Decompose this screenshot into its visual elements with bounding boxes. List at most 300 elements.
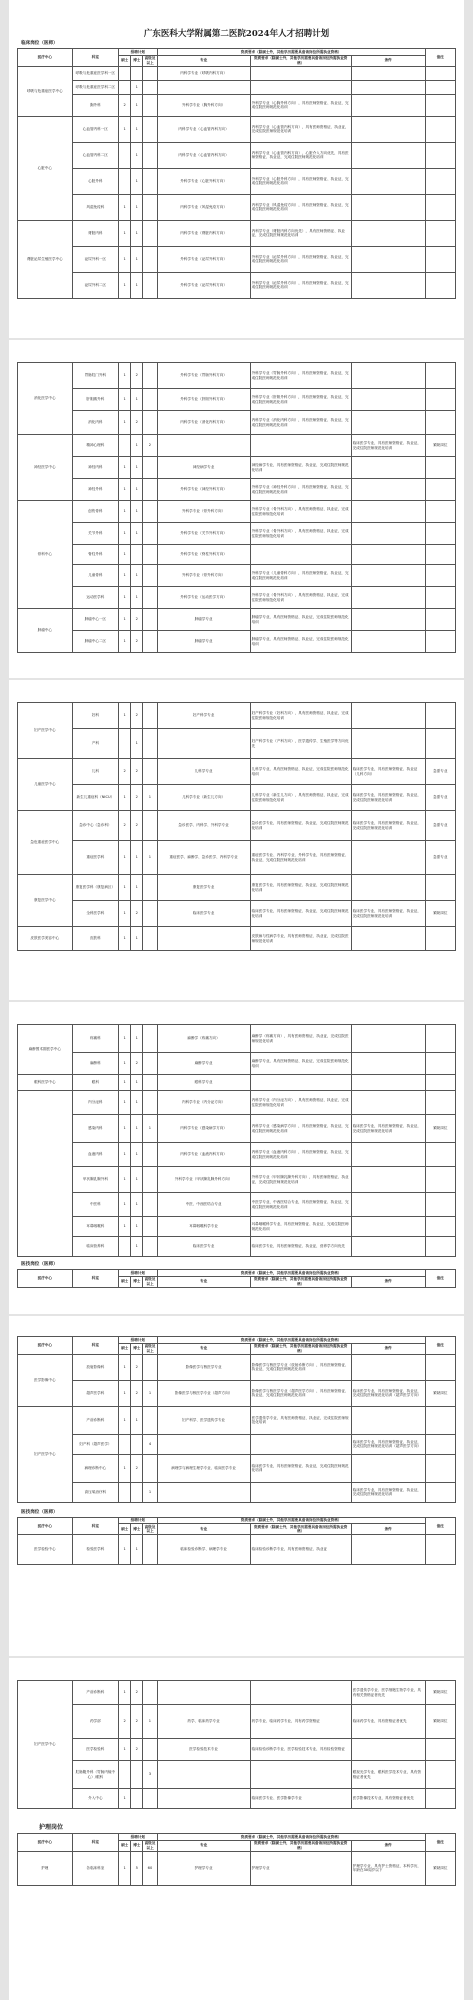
dept-cell: 感染内科 <box>72 1115 119 1143</box>
dept-cell: 临床营养科 <box>72 1237 119 1257</box>
cell-conditions <box>351 479 425 501</box>
cell-major: 内科学专业（内分泌方向） <box>157 1091 250 1115</box>
cell-doctor: 1 <box>131 457 143 479</box>
cell-note <box>425 1761 455 1789</box>
cell-master <box>119 142 131 168</box>
center-cell: 心脏中心 <box>18 116 73 220</box>
cell-note: 急需专业 <box>425 785 455 811</box>
cell-master: 1 <box>119 631 131 653</box>
table-row <box>18 457 456 479</box>
cell-note: 紧缺岗位 <box>425 1705 455 1739</box>
cell-master: 1 <box>119 1115 131 1143</box>
header-major: 专业 <box>157 55 250 66</box>
cell-major <box>157 80 250 94</box>
cell-master: 1 <box>119 220 131 246</box>
cell-doctor: 2 <box>131 1705 143 1739</box>
dept-cell: 放射影像科 <box>72 1354 119 1380</box>
cell-master: 1 <box>119 1193 131 1217</box>
dept-cell: 肝胆胰外科 <box>72 389 119 411</box>
header-senior: 高级及以上 <box>144 56 156 65</box>
dept-cell: 内分泌科 <box>72 1091 119 1115</box>
cell-doctor: 2 <box>131 1380 143 1406</box>
cell-conditions <box>351 411 425 435</box>
table-row <box>18 389 456 411</box>
cell-master: 1 <box>119 841 131 875</box>
table-row <box>18 1535 456 1565</box>
table-row <box>18 168 456 194</box>
cell-req <box>250 1482 351 1502</box>
page-6 <box>9 1658 464 2000</box>
cell-senior: 1 <box>143 1115 157 1143</box>
cell-senior: 1 <box>143 1705 157 1739</box>
cell-req: 内科学专业（风湿免疫方向），具有医师资格证、执业证，完成住院医师规范化培训 <box>250 194 351 220</box>
cell-doctor: 1 <box>131 1091 143 1115</box>
cell-major: 影像医学与核医学专业（超声方向） <box>157 1380 250 1406</box>
cell-doctor: 2 <box>131 1454 143 1482</box>
center-cell: 消化医学中心 <box>18 363 73 435</box>
table-row <box>18 1482 456 1502</box>
cell-master <box>119 1434 131 1454</box>
cell-doctor: 1 <box>131 1075 143 1091</box>
cell-note <box>425 246 455 272</box>
table-row <box>18 1025 456 1053</box>
cell-note <box>425 1406 455 1434</box>
cell-conditions: 临床医学专业，具有医师资格证、执业证，完成住院医师规范化培训 <box>351 1482 425 1502</box>
cell-note <box>425 587 455 609</box>
cell-doctor: 2 <box>131 901 143 927</box>
cell-conditions <box>351 220 425 246</box>
cell-note <box>425 1535 455 1565</box>
cell-senior <box>143 1075 157 1091</box>
cell-doctor: 2 <box>131 811 143 841</box>
cell-conditions <box>351 1237 425 1257</box>
cell-conditions: 眼视光学专业，眼科医学技术专业，具有资格证者优先 <box>351 1761 425 1789</box>
cell-major: 临床检验诊断学、病理学专业 <box>157 1535 250 1565</box>
cell-master: 2 <box>119 811 131 841</box>
cell-note <box>425 363 455 389</box>
cell-note <box>425 631 455 653</box>
table-row <box>18 272 456 298</box>
dept-cell: 心血管内科一区 <box>72 116 119 142</box>
cell-major: 药学、临床药学专业 <box>157 1705 250 1739</box>
header-conditions: 条件 <box>351 1343 425 1354</box>
cell-req: 麻醉学（疼痛方向），具有医师资格证、执业证，完成住院医师规范化培训 <box>250 1025 351 1053</box>
cell-doctor: 1 <box>131 501 143 523</box>
table-row <box>18 1739 456 1761</box>
recruitment-table <box>17 362 456 653</box>
cell-conditions: 临床医学专业，具有医师资格证、执业证，完成住院医师规范化培训（超声医学方向） <box>351 1380 425 1406</box>
dept-cell: 胃肠肛门外科 <box>72 363 119 389</box>
header-center: 医疗中心 <box>18 49 73 67</box>
dept-cell: 神经外科 <box>72 479 119 501</box>
center-cell: 肾脏泌尿生殖医学中心 <box>18 220 73 298</box>
cell-major: 外科学专业（胃肠外科方向） <box>157 363 250 389</box>
cell-major <box>157 1482 250 1502</box>
cell-senior <box>143 631 157 653</box>
dept-cell: 胸外科 <box>72 94 119 116</box>
cell-note <box>425 565 455 587</box>
header-master: 硕士 <box>119 1524 131 1535</box>
cell-req: 急诊医学专业，具有医师资格证、执业证，完成住院医师规范化培训 <box>250 811 351 841</box>
medtech-table <box>17 1517 456 1566</box>
header-doctor: 博士 <box>131 55 143 66</box>
cell-senior <box>143 246 157 272</box>
center-cell: 骨科中心 <box>18 501 73 609</box>
cell-senior <box>143 1193 157 1217</box>
table-row <box>18 1789 456 1809</box>
cell-req <box>250 80 351 94</box>
table-row <box>18 501 456 523</box>
cell-senior <box>143 501 157 523</box>
table-row <box>18 1705 456 1739</box>
cell-master: 1 <box>119 587 131 609</box>
cell-master: 1 <box>119 1075 131 1091</box>
center-cell: 妇产医学中心 <box>18 1681 73 1809</box>
cell-req: 内科学专业（心血管内科方向），具有医师资格证、执业证，完成住院医师规范化培训 <box>250 116 351 142</box>
header-conditions: 条件 <box>351 55 425 66</box>
cell-req: 内科学专业（感染病学方向），具有医师资格证、执业证，完成住院医师规范化培训 <box>250 1115 351 1143</box>
cell-req: 外科学专业（骨外科方向），具有医师资格证、执业证，完成住院医师规范化培训 <box>250 587 351 609</box>
table-row <box>18 1193 456 1217</box>
cell-major: 内科学专业（消化内科方向） <box>157 411 250 435</box>
table-row <box>18 841 456 875</box>
header-req-detail: 资质要求（除硕士外，其他学历需要具备该岗位所需执业资格） <box>250 55 351 66</box>
cell-major <box>157 1789 250 1809</box>
cell-req <box>250 1681 351 1705</box>
cell-req: 儿科学专业（新生儿方向），具有医师资格证、执业证，完成住院医师规范化培训 <box>250 785 351 811</box>
cell-note <box>425 272 455 298</box>
cell-master: 1 <box>119 479 131 501</box>
cell-conditions <box>351 927 425 951</box>
medtech-header-table <box>17 1269 456 1288</box>
cell-note <box>425 729 455 759</box>
cell-master: 1 <box>119 1167 131 1193</box>
cell-major: 内科学专业（心血管内科方向） <box>157 142 250 168</box>
cell-conditions <box>351 246 425 272</box>
header-dept: 科室 <box>72 49 119 67</box>
cell-master: 1 <box>119 116 131 142</box>
cell-req: 医学遗传学专业，具有医师资格证、执业证，完成住院医师规范化培训 <box>250 1406 351 1434</box>
dept-cell: 医学检验科 <box>72 1739 119 1761</box>
dept-cell: 消化内科 <box>72 411 119 435</box>
header-plan: 招聘计划 <box>119 1270 157 1277</box>
cell-req <box>250 1075 351 1091</box>
cell-conditions: 临床医学专业，具有医师资格证、执业证，完成住院医师规范化培训 <box>351 811 425 841</box>
cell-note <box>425 168 455 194</box>
table-row <box>18 1217 456 1237</box>
table-row <box>18 142 456 168</box>
cell-major: 外科学专业（泌尿外科方向） <box>157 246 250 272</box>
cell-doctor: 2 <box>131 411 143 435</box>
cell-master: 2 <box>119 94 131 116</box>
table-row <box>18 901 456 927</box>
header-senior: 高级及以上 <box>144 1841 156 1850</box>
cell-master: 1 <box>119 246 131 272</box>
cell-master: 1 <box>119 1053 131 1075</box>
header-conditions: 条件 <box>351 1840 425 1851</box>
dept-cell: 高压氧治疗科 <box>72 1482 119 1502</box>
cell-master: 1 <box>119 901 131 927</box>
cell-note <box>425 1091 455 1115</box>
cell-master: 1 <box>119 457 131 479</box>
cell-major: 麻醉学专业 <box>157 1053 250 1075</box>
header-req-detail: 资质要求（除硕士外，其他学历需要具备该岗位所需执业资格） <box>250 1840 351 1851</box>
cell-conditions <box>351 1091 425 1115</box>
dept-cell: 心脏外科 <box>72 168 119 194</box>
cell-senior <box>143 194 157 220</box>
dept-cell: 呼吸与危重症医学科一区 <box>72 66 119 80</box>
cell-req: 临床检验诊断学专业，具有医师资格证、执业证 <box>250 1535 351 1565</box>
cell-doctor: 1 <box>131 927 143 951</box>
cell-master <box>119 1237 131 1257</box>
cell-conditions <box>351 703 425 729</box>
header-plan: 招聘计划 <box>119 1517 157 1524</box>
header-note: 备注 <box>425 1337 455 1355</box>
header-master: 硕士 <box>119 1343 131 1354</box>
header-center: 医疗中心 <box>18 1834 73 1852</box>
table-row <box>18 703 456 729</box>
cell-senior <box>143 389 157 411</box>
center-cell: 妇产医学中心 <box>18 703 73 759</box>
cell-major: 外科学专业（运动医学方向） <box>157 587 250 609</box>
cell-note: 紧缺岗位 <box>425 1115 455 1143</box>
cell-major: 内科学专业（风湿免疫方向） <box>157 194 250 220</box>
cell-conditions <box>351 1217 425 1237</box>
cell-master: 1 <box>119 363 131 389</box>
dept-cell: 脊柱外科 <box>72 545 119 565</box>
cell-note <box>425 523 455 545</box>
nursing-table <box>17 1833 456 1886</box>
cell-note <box>425 1789 455 1809</box>
cell-senior <box>143 80 157 94</box>
recruitment-table <box>17 1680 456 1809</box>
cell-req: 麻醉学专业，具有医师资格证、执业证，完成住院医师规范化培训 <box>250 1053 351 1075</box>
cell-conditions <box>351 142 425 168</box>
table-row <box>18 194 456 220</box>
cell-senior <box>143 1681 157 1705</box>
cell-master: 1 <box>119 875 131 901</box>
cell-major: 外科学专业（骨外科方向） <box>157 501 250 523</box>
cell-major: 神经病学专业 <box>157 457 250 479</box>
dept-cell: 检验医学科 <box>72 1535 119 1565</box>
cell-doctor: 1 <box>131 479 143 501</box>
header-req-detail: 资质要求（除硕士外，其他学历需要具备该岗位所需执业资格） <box>250 1524 351 1535</box>
cell-senior <box>143 1406 157 1434</box>
cell-major: 内科学专业（心血管内科方向） <box>157 116 250 142</box>
cell-senior <box>143 1739 157 1761</box>
cell-senior <box>143 1535 157 1565</box>
cell-req: 外科学专业（心胸外科方向），具有医师资格证、执业证，完成住院医师规范化培训 <box>250 94 351 116</box>
table-row <box>18 565 456 587</box>
cell-master: 1 <box>119 785 131 811</box>
section-heading-clinical: 临床岗位（医师） <box>21 41 58 46</box>
cell-major: 内科学专业（血液内科方向） <box>157 1143 250 1167</box>
header-dept: 科室 <box>72 1337 119 1355</box>
cell-senior <box>143 875 157 901</box>
cell-note <box>425 80 455 94</box>
cell-master <box>119 66 131 80</box>
cell-doctor: 1 <box>131 1025 143 1053</box>
header-master: 硕士 <box>119 1840 131 1851</box>
cell-major: 内科学专业（呼吸内科方向） <box>157 66 250 80</box>
cell-note <box>425 116 455 142</box>
cell-conditions <box>351 168 425 194</box>
cell-major: 重症医学、麻醉学、急诊医学、内科学专业 <box>157 841 250 875</box>
cell-doctor: 1 <box>131 1167 143 1193</box>
cell-req: 临床医学专业，具有医师资格证、执业证，完成住院医师规范化培训 <box>250 901 351 927</box>
cell-note <box>425 66 455 80</box>
dept-cell: 运动医学科 <box>72 587 119 609</box>
cell-senior <box>143 363 157 389</box>
cell-master: 1 <box>119 1091 131 1115</box>
dept-cell: 耳鼻咽喉科 <box>72 1217 119 1237</box>
cell-conditions: 医学遗传学专业、医学细胞生物学专业，具有相关资格证者优先 <box>351 1681 425 1705</box>
cell-req <box>250 435 351 457</box>
cell-senior <box>143 1053 157 1075</box>
center-cell: 康复医学中心 <box>18 875 73 927</box>
header-doctor: 博士 <box>131 1343 143 1354</box>
cell-conditions <box>351 66 425 80</box>
dept-cell: 肾脏内科 <box>72 220 119 246</box>
header-center: 医疗中心 <box>18 1270 73 1288</box>
cell-major: 外科学专业（胸外科方向） <box>157 94 250 116</box>
header-note: 备注 <box>425 1834 455 1852</box>
table-row <box>18 94 456 116</box>
header-doctor: 博士 <box>131 1276 143 1287</box>
table-row <box>18 1167 456 1193</box>
cell-senior <box>143 220 157 246</box>
cell-doctor: 2 <box>131 1354 143 1380</box>
cell-doctor: 1 <box>131 1143 143 1167</box>
cell-senior <box>143 116 157 142</box>
table-row <box>18 1761 456 1789</box>
cell-note <box>425 703 455 729</box>
cell-senior: 2 <box>143 435 157 457</box>
cell-req: 外科学专业（泌尿外科方向），具有医师资格证、执业证，完成住院医师规范化培训 <box>250 246 351 272</box>
cell-major <box>157 729 250 759</box>
cell-doctor: 2 <box>131 363 143 389</box>
cell-major: 外科学专业（心脏外科方向） <box>157 168 250 194</box>
cell-conditions: 护理学专业，具有护士资格证，本科学历，年龄在30周岁以下 <box>351 1851 425 1885</box>
header-master: 硕士 <box>119 1276 131 1287</box>
cell-senior <box>143 703 157 729</box>
section-heading-nursing: 护理岗位 <box>39 1824 64 1831</box>
table-row <box>18 1681 456 1705</box>
dept-cell: 肛肠腹外科（胃肠内镜中心）/眼科 <box>72 1761 119 1789</box>
cell-senior <box>143 565 157 587</box>
cell-req: 外科学专业（神经外科方向），具有医师资格证、执业证，完成住院医师规范化培训 <box>250 479 351 501</box>
header-master: 硕士 <box>119 55 131 66</box>
table-row <box>18 479 456 501</box>
cell-note <box>425 1167 455 1193</box>
cell-doctor: 1 <box>131 435 143 457</box>
dept-cell: 病理诊断中心 <box>72 1454 119 1482</box>
cell-master: 1 <box>119 565 131 587</box>
cell-note <box>425 1482 455 1502</box>
cell-note <box>425 194 455 220</box>
cell-major: 外科学专业（泌尿外科方向） <box>157 272 250 298</box>
cell-conditions <box>351 875 425 901</box>
cell-master <box>119 729 131 759</box>
cell-major: 肿瘤学专业 <box>157 609 250 631</box>
table-row <box>18 1091 456 1115</box>
header-dept: 科室 <box>72 1834 119 1852</box>
cell-conditions <box>351 1025 425 1053</box>
cell-doctor: 1 <box>131 80 143 94</box>
table-row <box>18 811 456 841</box>
cell-major: 儿科学专业（新生儿方向） <box>157 785 250 811</box>
cell-req: 临床医学专业，具有医师资格证、执业证，营养学方向优先 <box>250 1237 351 1257</box>
header-req: 资质要求（除硕士外，其他学历需要具备该岗位所需执业资格） <box>157 1517 425 1524</box>
cell-req: 皮肤病与性病学专业，具有医师资格证、执业证，完成住院医师规范化培训 <box>250 927 351 951</box>
cell-major <box>157 435 250 457</box>
table-row <box>18 1115 456 1143</box>
cell-major: 肿瘤学专业 <box>157 631 250 653</box>
table-row <box>18 246 456 272</box>
cell-major: 妇产科学专业 <box>157 703 250 729</box>
cell-doctor: 2 <box>131 703 143 729</box>
cell-master: 2 <box>119 1705 131 1739</box>
cell-doctor: 2 <box>131 631 143 653</box>
cell-note <box>425 927 455 951</box>
center-cell: 呼吸与危重症医学中心 <box>18 66 73 116</box>
table-row <box>18 609 456 631</box>
cell-note: 紧缺岗位 <box>425 435 455 457</box>
cell-note: 紧缺岗位 <box>425 1681 455 1705</box>
table-row <box>18 66 456 80</box>
dept-cell: 重症医学科 <box>72 841 119 875</box>
cell-senior <box>143 545 157 565</box>
header-req-detail: 资质要求（除硕士外，其他学历需要具备该岗位所需执业资格） <box>250 1276 351 1287</box>
cell-senior <box>143 729 157 759</box>
table-row <box>18 1434 456 1454</box>
dept-cell: 药学部 <box>72 1705 119 1739</box>
cell-major: 中医、中西医结合专业 <box>157 1193 250 1217</box>
dept-cell: 血液内科 <box>72 1143 119 1167</box>
cell-doctor: 1 <box>131 389 143 411</box>
cell-note <box>425 1025 455 1053</box>
cell-doctor: 1 <box>131 729 143 759</box>
cell-master <box>119 168 131 194</box>
header-plan: 招聘计划 <box>119 49 157 56</box>
cell-note <box>425 1193 455 1217</box>
cell-doctor: 1 <box>131 587 143 609</box>
cell-doctor: 1 <box>131 168 143 194</box>
dept-cell: 疼痛科 <box>72 1025 119 1053</box>
cell-major: 妇产科学、医学遗传学专业 <box>157 1406 250 1434</box>
table-row <box>18 1380 456 1406</box>
cell-major <box>157 1681 250 1705</box>
cell-senior <box>143 1091 157 1115</box>
page-1 <box>9 0 464 338</box>
dept-cell: 呼吸与危重症医学科二区 <box>72 80 119 94</box>
cell-req: 儿科学专业，具有医师资格证、执业证，完成住院医师规范化培训 <box>250 759 351 785</box>
cell-doctor: 1 <box>131 142 143 168</box>
cell-major: 急诊医学、内科学、外科学专业 <box>157 811 250 841</box>
cell-doctor: 1 <box>131 272 143 298</box>
cell-major: 外科学专业（甲状腺乳腺外科方向） <box>157 1167 250 1193</box>
dept-cell: 介入中心 <box>72 1789 119 1809</box>
table-row <box>18 587 456 609</box>
dept-cell: 神经内科 <box>72 457 119 479</box>
cell-senior <box>143 142 157 168</box>
cell-senior <box>143 1454 157 1482</box>
cell-note: 紧缺岗位 <box>425 1380 455 1406</box>
cell-conditions: 临床医学专业，具有医师资格证、执业证（儿科方向） <box>351 759 425 785</box>
cell-major: 病理学与病理生理学专业、临床医学专业 <box>157 1454 250 1482</box>
cell-note <box>425 220 455 246</box>
cell-doctor: 2 <box>131 1053 143 1075</box>
